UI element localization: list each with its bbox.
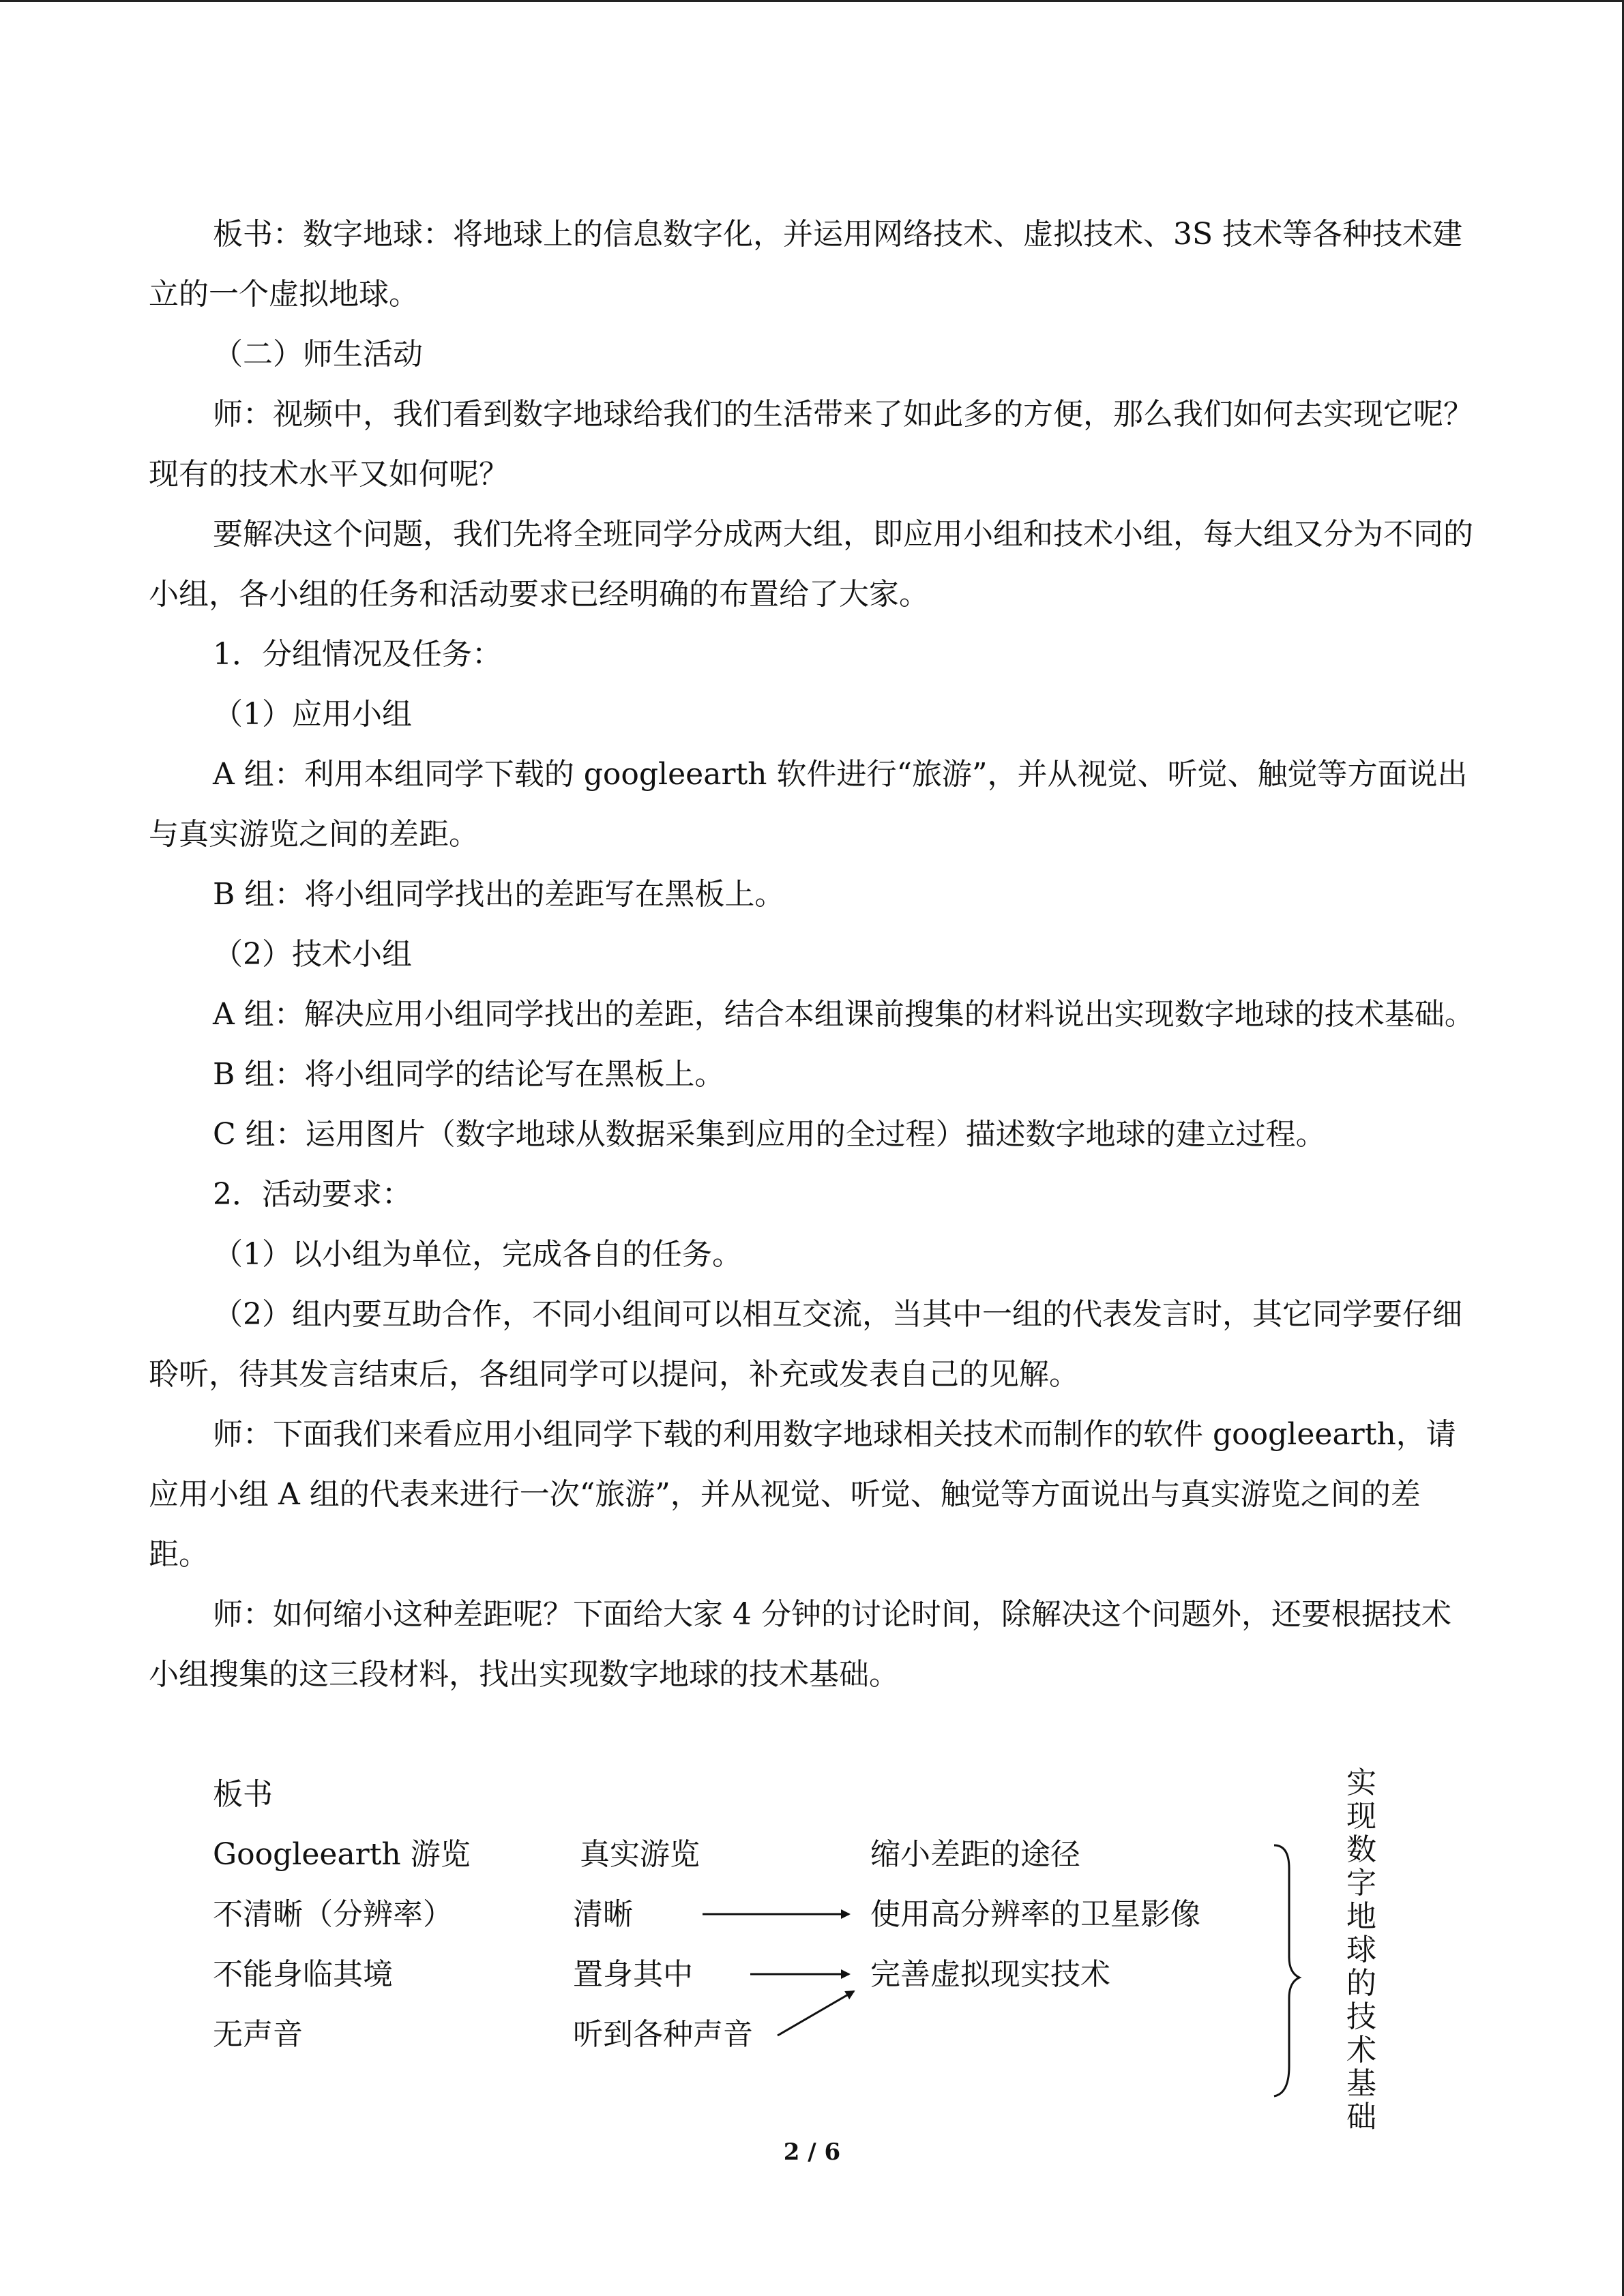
paragraph-app-group-a: A 组：利用本组同学下载的 googleearth 软件进行“旅游”，并从视觉、听觉、触觉等方面说出与真实游览之间的差距。 (149, 757, 1468, 852)
board-row3-googleearth: 无声音 (213, 2017, 303, 2052)
board-row3-real: 听到各种声音 (573, 2017, 753, 2052)
heading-technology-group: （2）技术小组 (213, 937, 412, 972)
board-summary-vertical-label: 实现数字地球的技术基础 (1346, 1765, 1376, 2134)
paragraph-tech-group-a: A 组：解决应用小组同学找出的差距，结合本组课前搜集的材料说出实现数字地球的技术基础。 (213, 997, 1475, 1032)
paragraph-app-group-b: B 组：将小组同学找出的差距写在黑板上。 (213, 877, 785, 912)
heading-activity-requirements: 2．活动要求： (213, 1177, 412, 1212)
page-number: 2 / 6 (783, 2138, 841, 2166)
board-row1-method: 使用高分辨率的卫星影像 (870, 1897, 1200, 1932)
paragraph-requirement-2: （2）组内要互助合作，不同小组间可以相互交流，当其中一组的代表发言时，其它同学要仔细聆听，待其发言结束后，各组同学可以提问，补充或发表自己的见解。 (149, 1297, 1462, 1392)
right-brace (1274, 1845, 1299, 2096)
paragraph-teacher-discussion: 师：如何缩小这种差距呢？下面给大家 4 分钟的讨论时间，除解决这个问题外，还要根据技术小组搜集的这三段材料，找出实现数字地球的技术基础。 (149, 1597, 1451, 1692)
board-row2-method: 完善虚拟现实技术 (870, 1957, 1110, 1992)
heading-teacher-student-activity: （二）师生活动 (213, 337, 423, 372)
board-header-real-tour: 真实游览 (580, 1837, 700, 1872)
board-row2-googleearth: 不能身临其境 (213, 1957, 393, 1992)
board-row2-real: 置身其中 (573, 1957, 693, 1992)
paragraph-teacher-googleearth: 师：下面我们来看应用小组同学下载的利用数字地球相关技术而制作的软件 googleearth，请应用小组 A 组的代表来进行一次“旅游”，并从视觉、听觉、触觉等方面说出与真实游览之间的差距。 (149, 1417, 1456, 1572)
heading-group-tasks: 1．分组情况及任务： (213, 637, 502, 672)
board-header-methods: 缩小差距的途径 (870, 1837, 1080, 1872)
paragraph-tech-group-b: B 组：将小组同学的结论写在黑板上。 (213, 1057, 725, 1092)
arrow-sound-to-vr (778, 1991, 854, 2036)
paragraph-tech-group-c: C 组：运用图片（数字地球从数据采集到应用的全过程）描述数字地球的建立过程。 (213, 1117, 1326, 1152)
board-row1-real: 清晰 (573, 1897, 633, 1932)
paragraph-teacher-question: 师：视频中，我们看到数字地球给我们的生活带来了如此多的方便，那么我们如何去实现它呢？现有的技术水平又如何呢？ (149, 397, 1473, 492)
paragraph-grouping-intro: 要解决这个问题，我们先将全班同学分成两大组，即应用小组和技术小组，每大组又分为不同的小组，各小组的任务和活动要求已经明确的布置给了大家。 (149, 517, 1473, 612)
paragraph-requirement-1: （1）以小组为单位，完成各自的任务。 (213, 1237, 742, 1272)
heading-application-group: （1）应用小组 (213, 697, 412, 732)
paragraph-board-definition: 板书：数字地球：将地球上的信息数字化，并运用网络技术、虚拟技术、3S 技术等各种技术建立的一个虚拟地球。 (149, 217, 1463, 312)
board-row1-googleearth: 不清晰（分辨率） (213, 1897, 453, 1932)
board-header-googleearth: Googleearth 游览 (213, 1837, 471, 1872)
board-title: 板书 (213, 1777, 273, 1812)
